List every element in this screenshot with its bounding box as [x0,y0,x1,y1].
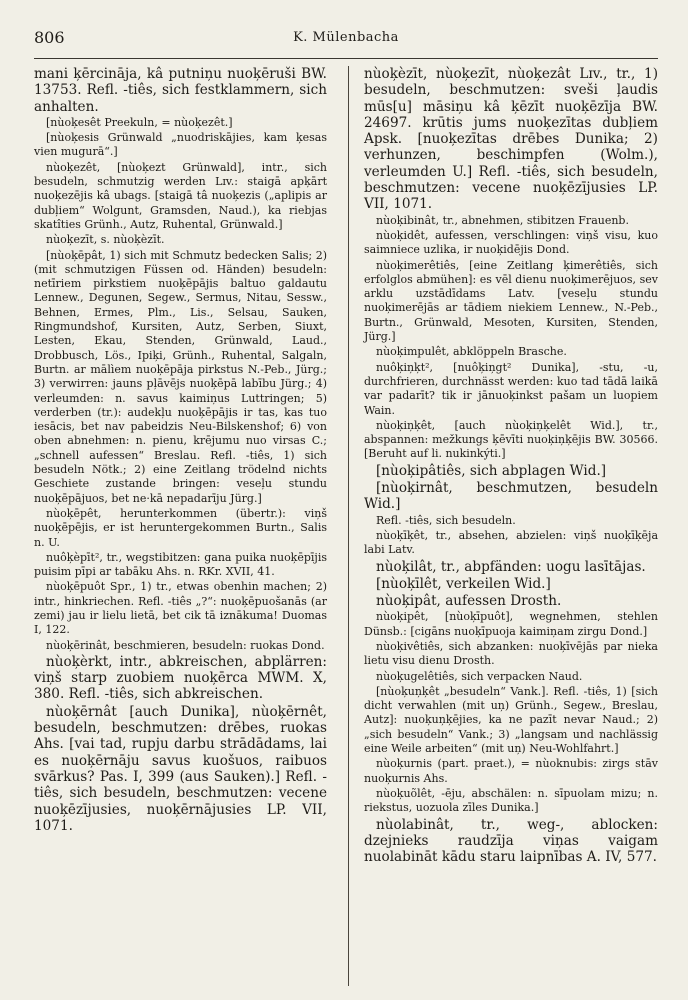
page-number: 806 [34,28,65,47]
dictionary-entry: [nùoķuņķêt „besudeln“ Vank.]. Refl. -tiês, 1) [sich dicht verwahlen (mit uņ) Grünh., Segew., Breslau, Autz]: nuoķuņķējies, ka ne pazīt nevar Naud.; 2) „sich besudeln“ Vank.; 3) „langsam und nachlässig eine Weile arbeiten“ (mit uņ) Neu-Wohlfahrt.] [364,684,658,756]
dictionary-entry: nùoķezīt, s. nùoķèzīt. [46,233,165,247]
dictionary-entry: nùoķilât, tr., abpfänden: uogu lasītājas. [376,558,646,575]
dictionary-entry: [nùoķesêt Preekuln, = nùoķezêt.] [46,115,233,129]
dictionary-entry: nùoķiņķêt, [auch nùoķiņķelêt Wid.], tr., abspannen: mežkungs ķēvīti nuoķiņķējis BW. 30566. [Beruht auf li. nukinkýti.] [364,418,658,461]
dictionary-entry: [nùoķesis Grünwald „nuodriskājies, kam ķesas vien mugurā“.] [34,131,327,159]
right-column [364,66,658,866]
dictionary-entry: nùoķidêt, aufessen, verschlingen: viņš visu, kuo saimniece uzlika, ir nuoķidējis Dond. [364,228,658,257]
left-column [34,66,327,835]
dictionary-entry: nùoķimpulêt, abklöppeln Brasche. [376,345,567,359]
dictionary-entry: nùoķèzīt, nùoķezīt, nùoķezât Lɪv., tr., 1) besudeln, beschmutzen: sveši ļaudis mūs[u] māsiņu kâ ķēzīt nuoķēzīja BW. 24697. krūtis jums nuoķezītas dubļiem Apsk. [nuoķezītas drēbes Dunika; 2) verhunzen, beschimpfen (Wolm.), verleumden U.] Refl. -tiês, sich besudeln, beschmutzen: vecene nuoķēzījusies LP. VII, 1071. [364,66,658,213]
dictionary-entry: nùoķipât, aufessen Drosth. [376,593,562,610]
dictionary-entry: [nùoķēpât, 1) sich mit Schmutz bedecken Salis; 2) (mit schmutzigen Füssen od. Händen) besudeln: netīriem pirkstiem nuoķēpājis baltuo galdautu Lennew., Degunen, Segew., Sermus, Nitau, Sessw., Behnen, Ermes, Plm., Lis., Selsau, Sauken, Ringmundshof, Kursiten, Autz, Serben, Siuxt, Lesten, Ekau, Stenden, Grünwald, Laud., Drobbusch, Lös., Ipiķi, Grünh., Ruhental, Salgaln, Burtn. ar mālìem nuoķēpāja pirkstus N.-Peb., Jürg.; 3) verwirren: jauns pļāvējs nuoķēpā labību Jürg.; 4) verleumden: n. savus kaimiņus Luttringen; 5) verderben (tr.): audekļu nuoķēpājis ir tas, kas tuo iesācis, bet nav pabeidzis Neu-Bilskenshof; 6) von oben abnehmen: n. pienu, krējumu nuo virsas C.; „schnell aufessen“ Breslau. Refl. -tiês, 1) sich besudeln Nötk.; 2) eine Zeitlang trödelnd nichts Geschiete zustande bringen: veseļu stundu nuoķēpājuos, bet ne·kā nepadarīju Jürg.] [34,248,327,505]
page-header [34,28,658,52]
dictionary-entry: nùoķēpêt, herunterkommen (übertr.): viņš nuoķēpējis, er ist heruntergekommen Burtn., Salis n. U. [34,506,327,549]
dictionary-entry: nùoķezêt, [nùoķezt Grünwald], intr., sich besudeln, schmutzig werden Lɪv.: staigā apķārt nuoķezējis kâ ubags. [staigā tâ nuoķezis („aplipis ar dubļiem“ Wolgunt, Gramsden, Naud.), ka riebjas skatîties Grünh., Autz, Ruhental, Grünwald.] [34,160,327,231]
dictionary-entry: [nùoķipâtiês, sich abplagen Wid.] [376,462,607,479]
dictionary-entry: nùoķērnât [auch Dunika], nùoķērnêt, besudeln, beschmutzen: drēbes, ruokas Ahs. [vai tad, rupju darbu strādādams, lai es nuoķērnāju savus kuošuos, raibuos svārkus? Pas. I, 399 (aus Sauken).] Refl. -tiês, sich besudeln, beschmutzen: vecene nuoķēzījusies, nuoķērnājusies LP. VII, 1071. [34,703,327,834]
dictionary-entry: nùoķēpuôt Spr., 1) tr., etwas obenhin machen; 2) intr., hinkriechen. Refl. -tiês „?“: nuoķēpuošanās (ar zemi) jau ir lielu lietā, bet cik tā iznākuma! Duomas I, 122. [34,580,327,637]
dictionary-entry: nùoķīķêt, tr., absehen, abzielen: viņš nuoķīķēja labi Latv. [364,528,658,557]
dictionary-entry: nùoķurnis (part. praet.), = nùoknubis: zirgs stāv nuoķurnis Ahs. [364,757,658,785]
dictionary-entry: [nùoķirnât, beschmutzen, besudeln Wid.] [364,480,658,513]
dictionary-entry: nùoķipêt, [nùoķīpuôt], wegnehmen, stehlen Dünsb.: [cigāns nuoķīpuoja kaimiņam zirgu Dond.] [364,610,658,638]
dictionary-entry: nuôķèpīt², tr., wegstibitzen: gana puika nuoķēpījis puisim pīpi ar tabāku Ahs. n. RKr. XVII, 41. [34,550,327,579]
dictionary-entry: mani ķērcināja, kâ putniņu nuoķēruši BW. 13753. Refl. -tiês, sich festklammern, sich anhalten. [34,66,327,115]
dictionary-entry: nùolabinât, tr., weg-, ablocken: dzejnieks raudzīja viņas vaigam nuolabināt kādu staru laipnības A. IV, 577. [364,816,658,866]
dictionary-entry: nùoķèrkt, intr., abkreischen, abplärren: viņš starp zuobiem nuoķērca MWM. X, 380. Refl. -tiês, sich abkreischen. [34,653,327,703]
dictionary-entry: nùoķuõlêt, -ēju, abschälen: n. sīpuolam mizu; n. riekstus, uozuola zīles Dunika.] [364,786,658,815]
header-rule [34,58,658,59]
dictionary-entry: [nùoķīlêt, verkeilen Wid.] [376,575,551,592]
dictionary-entry: nuôķiņķt², [nuôķiņgt² Dunika], -stu, -u, durchfrieren, durchnässt werden: kuo tad tādā laikā var padarīt? tik ir jānuoķinkst pašam un luopiem Wain. [364,360,658,417]
running-head: K. Mülenbacha [293,30,399,45]
dictionary-entry: nùoķērinât, beschmieren, besudeln: ruokas Dond. [46,638,325,652]
column-divider [348,66,349,986]
dictionary-entry: nùoķimerêtiês, [eine Zeitlang ķimerêtiês, sich erfolglos abmühen]: es vēl dienu nuoķimerējuos, sev arklu uzstādīdams Latv. [veseļu stundu nuoķimerējās ar tādiem niekiem Lennew., N.-Peb., Burtn., Grünwald, Mesoten, Kursiten, Stenden, Jürg.] [364,258,658,344]
dictionary-entry: nùoķivêtiês, sich abzanken: nuoķīvējās par nieka lietu visu dienu Drosth. [364,639,658,668]
dictionary-entry: Refl. -tiês, sich besudeln. [376,513,516,527]
dictionary-entry: nùoķugelêtiês, sich verpacken Naud. [376,669,583,683]
dictionary-entry: nùoķibinât, tr., abnehmen, stibitzen Frauenb. [376,213,629,227]
